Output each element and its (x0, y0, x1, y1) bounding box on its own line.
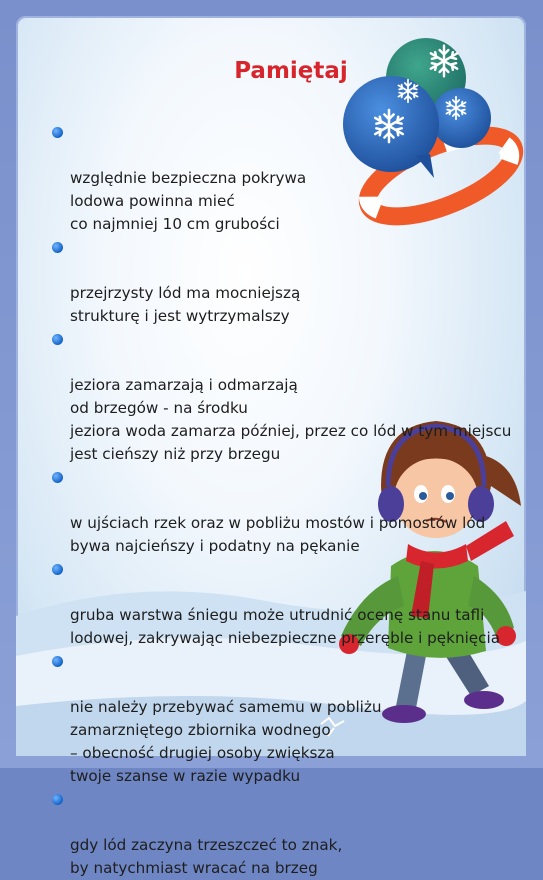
list-item (52, 788, 532, 880)
bullet-icon (52, 794, 63, 805)
bullet-icon (52, 334, 63, 345)
tip-text: w ujściach rzek oraz w pobliżu mostów i pomostów lód bywa najcieńszy i podatny na pękanie (70, 514, 486, 555)
page-title: Pamiętaj (234, 58, 348, 84)
tip-text: przejrzysty lód ma mocniejszą strukturę i jest wytrzymalszy (70, 284, 301, 325)
list-item (52, 558, 532, 650)
list-item (52, 650, 532, 788)
tip-text: nie należy przebywać samemu w pobliżu zamarzniętego zbiornika wodnego – obecność drugiej osoby zwiększa twoje szanse w razie wypadku (70, 698, 382, 785)
bullet-icon (52, 656, 63, 667)
bullet-icon (52, 242, 63, 253)
list-item (52, 236, 532, 328)
tip-text: jeziora zamarzają i odmarzają od brzegów - na środku jeziora woda zamarza później, przez co lód w tym miejscu jest cieńszy niż przy brzegu (70, 376, 512, 463)
list-item (52, 121, 532, 236)
bullet-icon (52, 564, 63, 575)
bullet-icon (52, 472, 63, 483)
list-item (52, 466, 532, 558)
tip-text: gdy lód zaczyna trzeszczeć to znak, by natychmiast wracać na brzeg (70, 836, 343, 877)
content-panel (16, 16, 526, 877)
safety-tips-list (52, 121, 532, 880)
tip-text: gruba warstwa śniegu może utrudnić ocenę stanu tafli lodowej, zakrywając niebezpieczne przeręble i pęknięcia (70, 606, 501, 647)
list-item (52, 328, 532, 466)
tip-text: względnie bezpieczna pokrywa lodowa powinna mieć co najmniej 10 cm grubości (70, 169, 307, 233)
bullet-icon (52, 127, 63, 138)
